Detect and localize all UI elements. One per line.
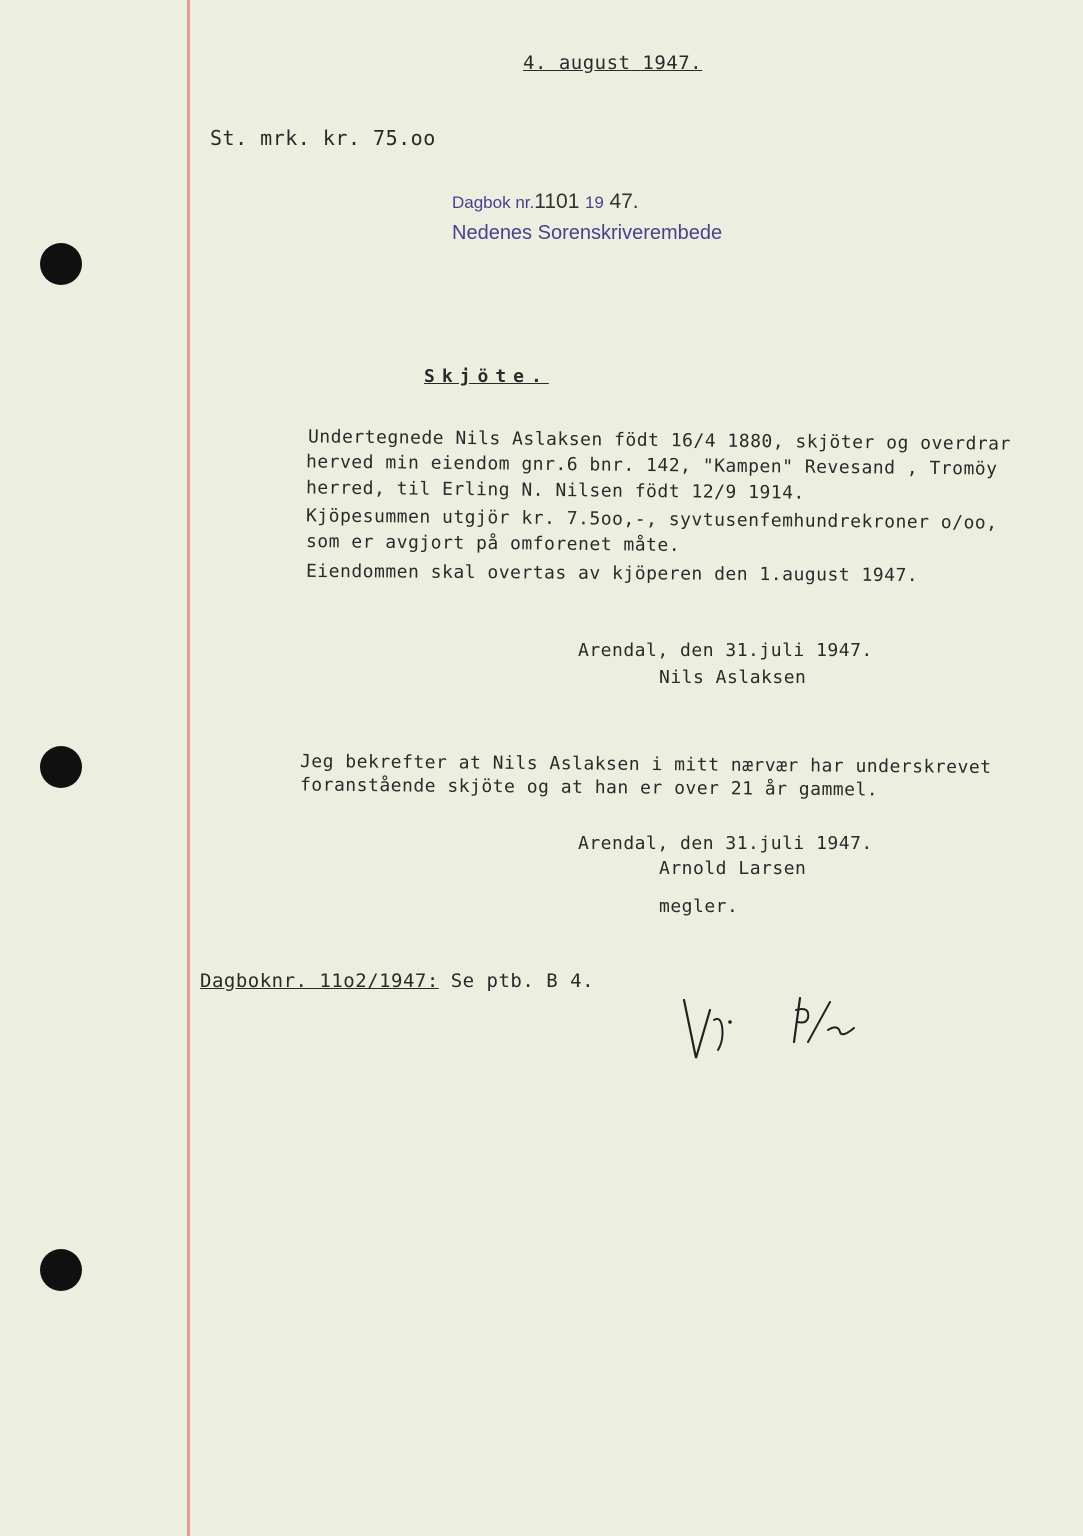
deed-p2-line1: Kjöpesummen utgjör kr. 7.5oo,-, syvtusenfemhundrekroner o/oo, [305,505,998,534]
registry-number: 1101 [534,190,580,213]
witness-line2: foranstående skjöte og at han er over 21 år gammel. [299,774,879,801]
document-date: 4. august 1947. [523,52,703,74]
registry-year-prefix: 19 [584,193,604,212]
deed-p1-line2: herved min eiendom gnr.6 bnr. 142, "Kampen" Revesand , Tromöy [305,451,998,480]
registry-year: 47. [609,190,639,213]
deed-p2-line2: som er avgjort på omforenet måte. [305,531,681,556]
footer-ref-text: Se ptb. B 4. [450,970,595,992]
signer-2-title: megler. [659,896,739,917]
punch-hole [40,1249,82,1291]
punch-hole [40,746,82,788]
registry-stamp-line1 [452,190,639,214]
footer-ref-label: Dagboknr. 11o2/1947: [200,970,439,992]
deed-p3: Eiendommen skal overtas av kjöperen den 1.august 1947. [305,560,919,587]
place-date-2: Arendal, den 31.juli 1947. [578,833,873,854]
place-date-1: Arendal, den 31.juli 1947. [578,640,873,661]
deed-title: Skjöte. [424,366,549,387]
signer-1: Nils Aslaksen [659,667,807,688]
deed-p1-line3: herred, til Erling N. Nilsen födt 12/9 1914. [305,477,805,504]
margin-line [187,0,190,1536]
footer-reference [200,970,594,992]
handwritten-initials [670,980,890,1070]
signer-2: Arnold Larsen [659,858,807,879]
registry-stamp-line2: Nedenes Sorenskriverembede [452,222,723,244]
punch-hole [40,243,82,285]
deed-p1-line1: Undertegnede Nils Aslaksen födt 16/4 1880, skjöter og overdrar [307,426,1011,455]
stamp-fee: St. mrk. kr. 75.oo [210,126,436,150]
registry-prefix: Dagbok nr. [452,193,535,212]
witness-line1: Jeg bekrefter at Nils Aslaksen i mitt nærvær har underskrevet [299,750,992,779]
